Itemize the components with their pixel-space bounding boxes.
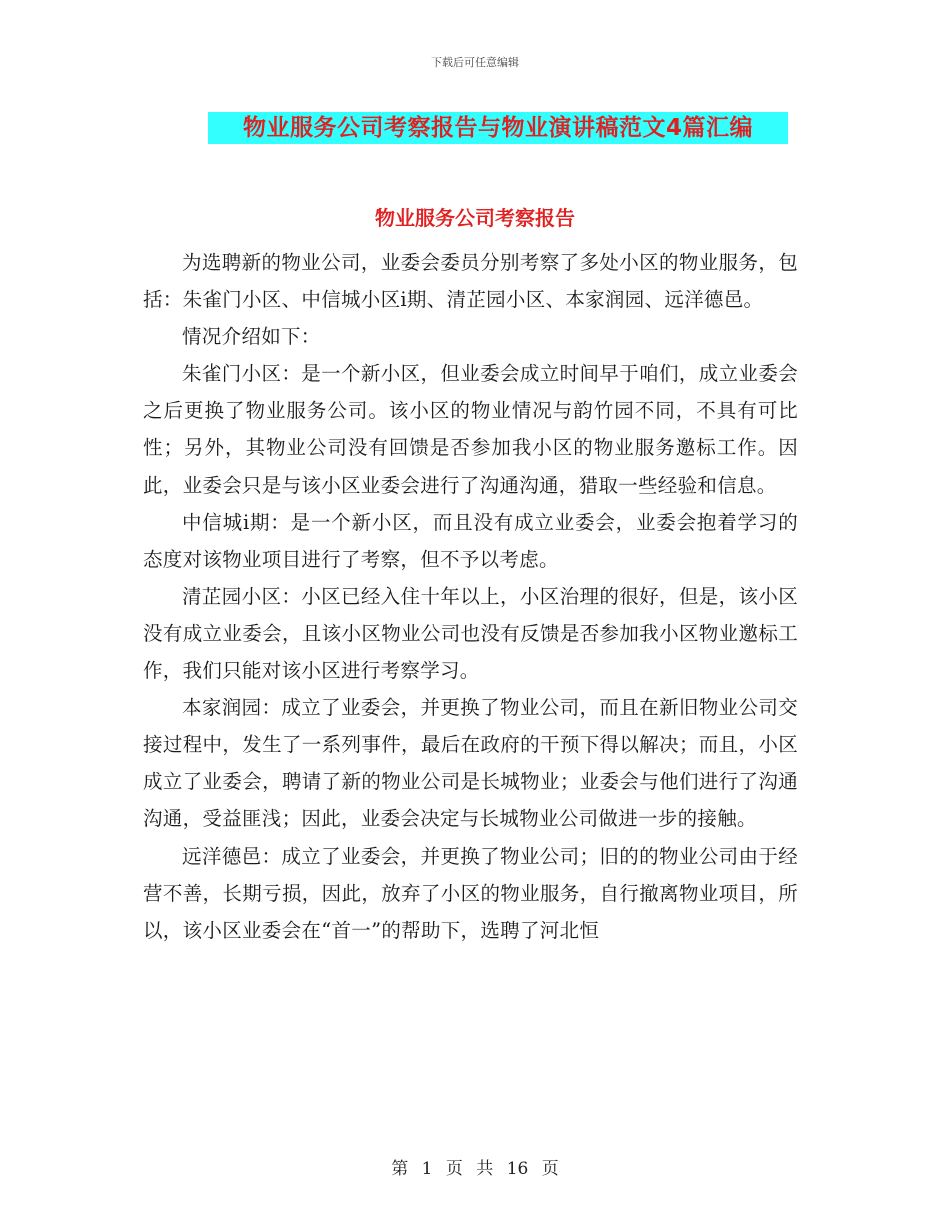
- footer-page-unit: 页: [445, 1159, 463, 1179]
- paragraph-intro: 为选聘新的物业公司，业委会委员分别考察了多处小区的物业服务，包括：朱雀门小区、中信城小区ⅰ期、清芷园小区、本家润园、远洋德邑。: [143, 251, 798, 312]
- footer-total-pages: 16: [506, 1159, 529, 1179]
- section-title: 物业服务公司考察报告: [375, 206, 575, 230]
- paragraph-overview: 情况介绍如下：: [182, 325, 321, 349]
- paragraph-zhuquemen: 朱雀门小区：是一个新小区，但业委会成立时间早于咱们，成立业委会之后更换了物业服务公司。该小区的物业情况与韵竹园不同，不具有可比性；另外，其物业公司没有回馈是否参加我小区的物业服务邀标工作。因此，业委会只是与该小区业委会进行了沟通沟通，猎取一些经验和信息。: [143, 362, 798, 497]
- header-note: 下载后可任意编辑: [431, 56, 519, 69]
- footer-prefix: 第: [391, 1159, 409, 1179]
- page-footer: [0, 1154, 950, 1179]
- footer-total-prefix: 共: [476, 1159, 494, 1179]
- paragraph-benjiarunyuan: 本家润园：成立了业委会，并更换了物业公司，而且在新旧物业公司交接过程中，发生了一系列事件，最后在政府的干预下得以解决；而且，小区成立了业委会，聘请了新的物业公司是长城物业；业委会与他们进行了沟通沟通，受益匪浅；因此，业委会决定与长城物业公司做进一步的接触。: [143, 696, 798, 831]
- paragraph-zhongxincheng: 中信城ⅰ期：是一个新小区，而且没有成立业委会，业委会抱着学习的态度对该物业项目进行了考察，但不予以考虑。: [143, 510, 798, 571]
- document-body: [143, 244, 798, 949]
- footer-page-number: 1: [421, 1159, 433, 1179]
- paragraph-qingzhiyuan: 清芷园小区：小区已经入住十年以上，小区治理的很好，但是，该小区没有成立业委会，且该小区物业公司也没有反馈是否参加我小区物业邀标工作，我们只能对该小区进行考察学习。: [143, 584, 798, 683]
- footer-total-unit: 页: [541, 1159, 559, 1179]
- paragraph-yuanyangdeyi: 远洋德邑：成立了业委会，并更换了物业公司；旧的的物业公司由于经营不善，长期亏损，因此，放弃了小区的物业服务，自行撤离物业项目，所以，该小区业委会在“首一”的帮助下，选聘了河北恒: [143, 844, 798, 942]
- document-title: 物业服务公司考察报告与物业演讲稿范文4篇汇编: [208, 112, 788, 144]
